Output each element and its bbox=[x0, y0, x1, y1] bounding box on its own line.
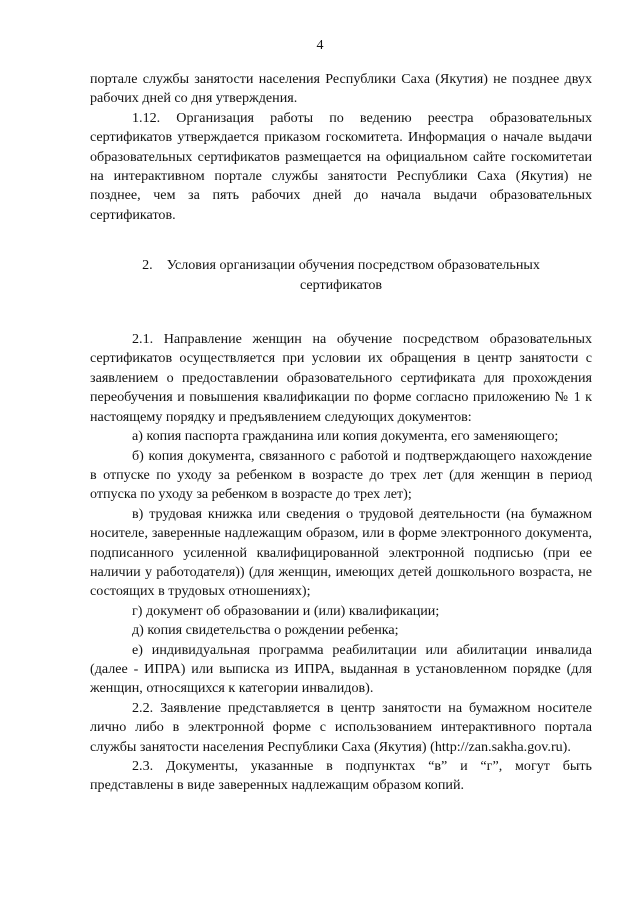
section-title-part-2: сертификатов bbox=[299, 276, 383, 293]
list-item-g: г) документ об образовании и (или) квалификации; bbox=[132, 602, 440, 619]
paragraph-1-12: 1.12. Организация работы по ведению реестра образовательных сертификатов утверждается приказом госкомитета. Информация о начале выдачи образовательных сертификатов размещается на официальном сайте госкомитетаи на интерактивном портале службы занятости Республики Саха (Якутия) не позднее, чем за пять рабочих дней до начала выдачи образовательных сертификатов. bbox=[90, 109, 592, 223]
paragraph-2-1: 2.1. Направление женщин на обучение посредством образовательных сертификатов осуществляется при условии их обращения в центр занятости с заявлением о предоставлении образовательного сертификата для прохождения переобучения и повышения квалификации по форме согласно приложению № 1 к настоящему порядку и предъявлением следующих документов: bbox=[90, 331, 592, 425]
list-item-a: а) копия паспорта гражданина или копия документа, его заменяющего; bbox=[132, 428, 559, 445]
list-item-v: в) трудовая книжка или сведения о трудовой деятельности (на бумажном носителе, заверенные надлежащим образом, или в форме электронного документа, подписанного усиленной квалифицированной электронной подписью (при ее наличии у работодателя)) (для женщин, имеющих детей дошкольного возраста, не состоящих в трудовых отношениях); bbox=[90, 505, 592, 600]
paragraph-continuation: портале службы занятости населения Республики Саха (Якутия) не позднее двух рабочих дней со дня утверждения. bbox=[90, 71, 592, 107]
document-body bbox=[90, 70, 592, 796]
list-item-e: е) индивидуальная программа реабилитации или абилитации инвалида (далее - ИПРА) или выписка из ИПРА, выданная в установленном порядке (для женщин, относящихся к категории инвалидов). bbox=[90, 641, 592, 697]
section-title-part-1: Условия организации обучения посредством образовательных bbox=[166, 257, 540, 274]
list-item-d: д) копия свидетельства о рождении ребенка; bbox=[132, 622, 399, 639]
paragraph-2-3: 2.3. Документы, указанные в подпунктах “в” и “г”, могут быть представлены в виде заверенных надлежащим образом копий. bbox=[90, 758, 592, 794]
section-heading-line-1 bbox=[90, 256, 592, 275]
paragraph-2-2: 2.2. Заявление представляется в центр занятости на бумажном носителе лично либо в электронной форме с использованием интерактивного портала службы занятости населения Республики Саха (Якутия) (http://zan.sakha.gov.ru). bbox=[90, 699, 592, 755]
list-item-b: б) копия документа, связанного с работой и подтверждающего нахождение в отпуске по уходу за ребенком в возрасте до трех лет (для женщин в период отпуска по уходу за ребенком в возрасте до трех лет); bbox=[90, 447, 592, 503]
section-heading bbox=[90, 256, 592, 295]
page-number: 4 bbox=[316, 38, 324, 53]
section-number: 2. bbox=[142, 257, 153, 274]
